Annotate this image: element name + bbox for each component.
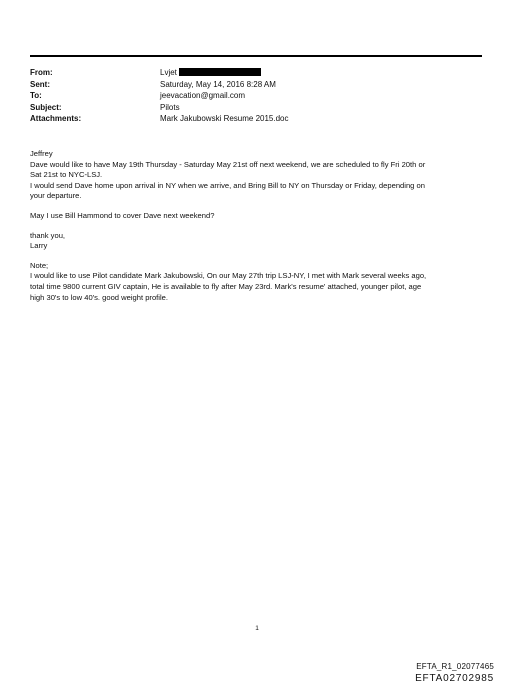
- from-name: Lvjet: [160, 68, 177, 77]
- from-row: [30, 67, 482, 79]
- body-line: Dave would like to have May 19th Thursday - Saturday May 21st off next weekend, we are scheduled to fly Fri 20th or: [30, 159, 426, 169]
- paragraph-2: [30, 211, 490, 222]
- body-line: high 30's to low 40's. good weight profile.: [30, 292, 168, 302]
- note-heading: Note;: [30, 260, 49, 270]
- subject-value: Pilots: [160, 102, 180, 112]
- from-label: From:: [30, 68, 53, 77]
- to-row: [30, 90, 482, 102]
- from-value: [160, 67, 482, 79]
- sent-label: Sent:: [30, 79, 50, 89]
- attachments-row: [30, 113, 482, 125]
- body-line: total time 9800 current GIV captain, He is available to fly after May 23rd. Mark's resume' attached, younger pilot, age: [30, 281, 422, 291]
- body-line: I would like to use Pilot candidate Mark Jakubowski, On our May 27th trip LSJ-NY, I met with Mark several weeks ago,: [30, 271, 427, 281]
- body-line: I would send Dave home upon arrival in NY when we arrive, and Bring Bill to NY on Thursday or Friday, depending on: [30, 180, 425, 190]
- body-line: May I use Bill Hammond to cover Dave next weekend?: [30, 210, 215, 220]
- sign-off-line: thank you,: [30, 230, 66, 240]
- to-value: jeevacation@gmail.com: [160, 91, 246, 100]
- header-rule: [30, 55, 482, 57]
- attachments-value: Mark Jakubowski Resume 2015.doc: [160, 114, 289, 123]
- sent-value: Saturday, May 14, 2016 8:28 AM: [160, 79, 276, 89]
- greeting-line: Jeffrey: [30, 149, 53, 158]
- signer-name: Larry: [30, 241, 48, 251]
- to-label: To:: [30, 91, 42, 100]
- subject-label: Subject:: [30, 102, 62, 112]
- subject-row: [30, 102, 482, 114]
- paragraph-1: [30, 149, 490, 202]
- signature: [30, 231, 490, 252]
- note-paragraph: [30, 261, 490, 303]
- email-header: [30, 67, 482, 125]
- bates-stamp-1: EFTA_R1_02077465: [416, 662, 494, 671]
- attachments-label: Attachments:: [30, 114, 82, 123]
- bates-stamp-2: EFTA02702985: [415, 673, 494, 684]
- body-line: your departure.: [30, 191, 82, 201]
- body-line: Sat 21st to NYC-LSJ.: [30, 170, 103, 180]
- page-number: 1: [255, 625, 259, 632]
- sent-row: [30, 79, 482, 91]
- email-body: [30, 149, 490, 312]
- redaction-box: [179, 68, 261, 76]
